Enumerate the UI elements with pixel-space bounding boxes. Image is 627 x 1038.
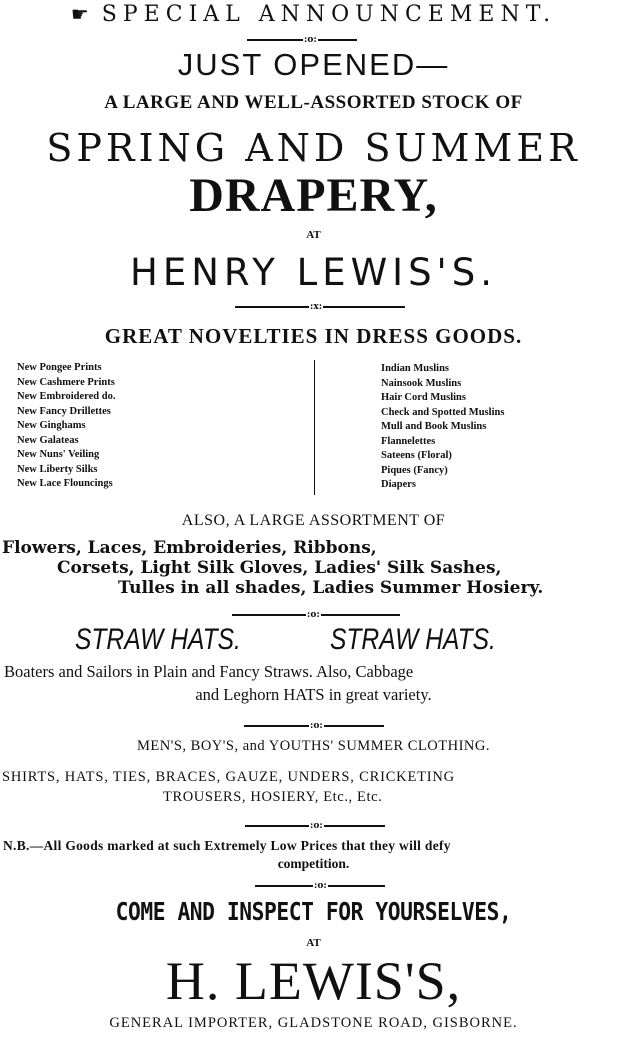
divider-2-label: :x:: [310, 302, 323, 312]
note-line-1: N.B.—All Goods marked at such Extremely Low Prices that they will defy: [3, 838, 451, 853]
list-item: New Embroidered do.: [17, 391, 116, 402]
dress-goods-heading: GREAT NOVELTIES IN DRESS GOODS.: [104, 324, 523, 348]
divider-5-label: :o:: [310, 821, 323, 831]
clothing-line-1: SHIRTS, HATS, TIES, BRACES, GAUZE, UNDERS, CRICKETING: [2, 769, 455, 785]
list-item: Sateens (Floral): [381, 450, 452, 461]
drapery: DRAPERY,: [189, 169, 438, 222]
list-item: New Fancy Drillettes: [17, 405, 111, 417]
pointing-hand-icon: ☛: [70, 2, 89, 26]
list-item: New Ginghams: [17, 420, 86, 431]
divider-1-label: :o:: [304, 35, 317, 45]
list-item: Diapers: [381, 479, 416, 490]
list-item: New Liberty Silks: [17, 463, 98, 475]
assortment-line-1: Flowers, Laces, Embroideries, Ribbons,: [2, 538, 377, 558]
spring-summer: SPRING AND SUMMER: [46, 126, 581, 170]
hats-line-1: Boaters and Sailors in Plain and Fancy Straws. Also, Cabbage: [4, 662, 414, 681]
list-item: Nainsook Muslins: [381, 377, 462, 389]
list-item: New Cashmere Prints: [17, 376, 115, 388]
come-and-inspect: COME AND INSPECT FOR YOURSELVES,: [115, 897, 512, 926]
list-item: Check and Spotted Muslins: [381, 406, 505, 418]
list-item: Piques (Fancy): [381, 464, 448, 476]
stock-line: A LARGE AND WELL-ASSORTED STOCK OF: [104, 92, 523, 113]
address: GENERAL IMPORTER, GLADSTONE ROAD, GISBORNE.: [109, 1015, 518, 1031]
list-item: New Pongee Prints: [17, 362, 102, 373]
assortment-heading: ALSO, A LARGE ASSORTMENT OF: [181, 512, 446, 529]
hats-line-2: and Leghorn HATS in great variety.: [195, 685, 432, 704]
at-1: AT: [306, 229, 321, 241]
list-item: Flannelettes: [381, 435, 436, 447]
at-2: AT: [306, 937, 321, 949]
left-list: [17, 361, 116, 492]
just-opened: JUST OPENED—: [177, 47, 450, 82]
clothing-line-2: TROUSERS, HOSIERY, Etc., Etc.: [163, 789, 383, 805]
divider-4-label: :o:: [310, 721, 323, 731]
h-lewis: H. LEWIS'S,: [165, 951, 462, 1011]
list-item: Mull and Book Muslins: [381, 421, 487, 432]
straw-hats-right: STRAW HATS.: [330, 623, 496, 656]
list-item: Hair Cord Muslins: [381, 392, 466, 403]
list-item: New Galateas: [17, 434, 79, 446]
note-line-2: competition.: [277, 856, 350, 871]
special-announcement-title: SPECIAL ANNOUNCEMENT.: [101, 2, 557, 27]
right-list: [381, 362, 504, 493]
header-title-line: [0, 2, 627, 27]
henry-lewis: HENRY LEWIS'S.: [130, 251, 497, 294]
divider-1: [247, 39, 357, 41]
list-item: Indian Muslins: [381, 363, 449, 374]
straw-hats-left: STRAW HATS.: [75, 623, 241, 656]
clothing-heading: MEN'S, BOY'S, and YOUTHS' SUMMER CLOTHING.: [137, 738, 490, 754]
list-item: New Nuns' Veiling: [17, 449, 100, 460]
divider-6-label: :o:: [314, 881, 327, 891]
list-item: New Lace Flouncings: [17, 478, 113, 489]
divider-3-label: :o:: [307, 610, 320, 620]
list-separator: [314, 360, 315, 495]
assortment-line-2: Corsets, Light Silk Gloves, Ladies' Silk Sashes,: [57, 558, 502, 578]
assortment-line-3: Tulles in all shades, Ladies Summer Hosiery.: [118, 578, 544, 598]
